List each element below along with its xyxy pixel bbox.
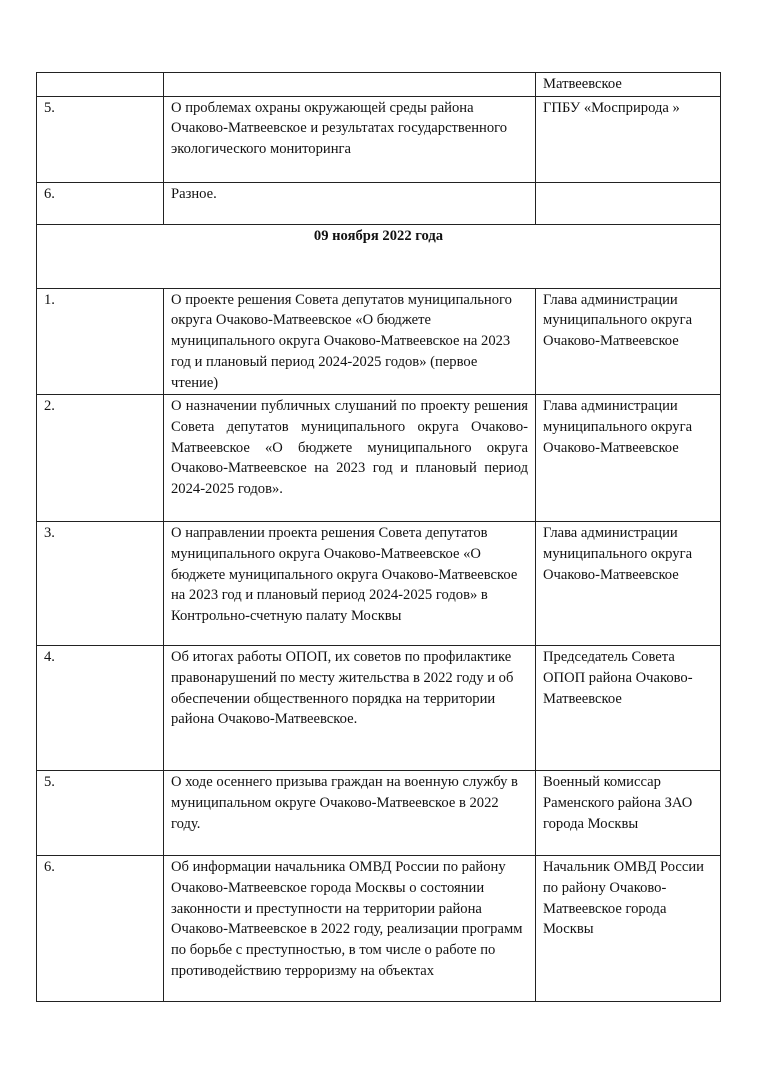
item-responsible: Председатель Совета ОПОП района Очаково-Матвеевское: [536, 646, 721, 771]
item-responsible: Глава администрации муниципального округа Очаково-Матвеевское: [536, 395, 721, 522]
item-responsible: ГПБУ «Мосприрода »: [536, 96, 721, 182]
item-responsible: Глава администрации муниципального округа Очаково-Матвеевское: [536, 288, 721, 395]
agenda-table: [36, 72, 721, 1002]
item-responsible: Начальник ОМВД России по району Очаково-Матвеевское города Москвы: [536, 856, 721, 1002]
table-row: [37, 856, 721, 1002]
item-topic: [164, 73, 536, 97]
table-row: [37, 646, 721, 771]
item-number: 5.: [37, 771, 164, 856]
item-topic: Об итогах работы ОПОП, их советов по профилактике правонарушений по месту жительства в 2022 году и об обеспечении общественного порядка на территории района Очаково-Матвеевское.: [164, 646, 536, 771]
item-responsible: [536, 182, 721, 224]
item-topic: Разное.: [164, 182, 536, 224]
item-number: [37, 73, 164, 97]
item-responsible: Матвеевское: [536, 73, 721, 97]
item-number: 4.: [37, 646, 164, 771]
date-heading-row: [37, 224, 721, 288]
table-row: [37, 288, 721, 395]
item-topic: О назначении публичных слушаний по проекту решения Совета депутатов муниципального округа Очаково-Матвеевское «О бюджете муниципального округа Очаково-Матвеевское на 2023 год и плановый период 2024-2025 годов».: [164, 395, 536, 522]
table-row: [37, 73, 721, 97]
item-number: 2.: [37, 395, 164, 522]
item-number: 1.: [37, 288, 164, 395]
date-heading: 09 ноября 2022 года: [37, 224, 721, 288]
item-number: 5.: [37, 96, 164, 182]
table-row: [37, 771, 721, 856]
table-row: [37, 522, 721, 646]
table-row: [37, 395, 721, 522]
item-topic: О направлении проекта решения Совета депутатов муниципального округа Очаково-Матвеевское «О бюджете муниципального округа Очаково-Матвеевское на 2023 год и плановый период 2024-2025 годов» в Контрольно-счетную палату Москвы: [164, 522, 536, 646]
item-topic: О ходе осеннего призыва граждан на военную службу в муниципальном округе Очаково-Матвеевское в 2022 году.: [164, 771, 536, 856]
item-responsible: Глава администрации муниципального округа Очаково-Матвеевское: [536, 522, 721, 646]
table-row: [37, 182, 721, 224]
table-row: [37, 96, 721, 182]
item-topic: О проблемах охраны окружающей среды района Очаково-Матвеевское и результатах государственного экологического мониторинга: [164, 96, 536, 182]
item-topic: Об информации начальника ОМВД России по району Очаково-Матвеевское города Москвы о состоянии законности и преступности на территории района Очаково-Матвеевское в 2022 году, реализации программ по борьбе с преступностью, в том числе о работе по противодействию терроризму на объектах: [164, 856, 536, 1002]
item-responsible: Военный комиссар Раменского района ЗАО города Москвы: [536, 771, 721, 856]
item-topic: О проекте решения Совета депутатов муниципального округа Очаково-Матвеевское «О бюджете муниципального округа Очаково-Матвеевское на 2023 год и плановый период 2024-2025 годов» (первое чтение): [164, 288, 536, 395]
item-number: 6.: [37, 856, 164, 1002]
item-number: 3.: [37, 522, 164, 646]
item-number: 6.: [37, 182, 164, 224]
